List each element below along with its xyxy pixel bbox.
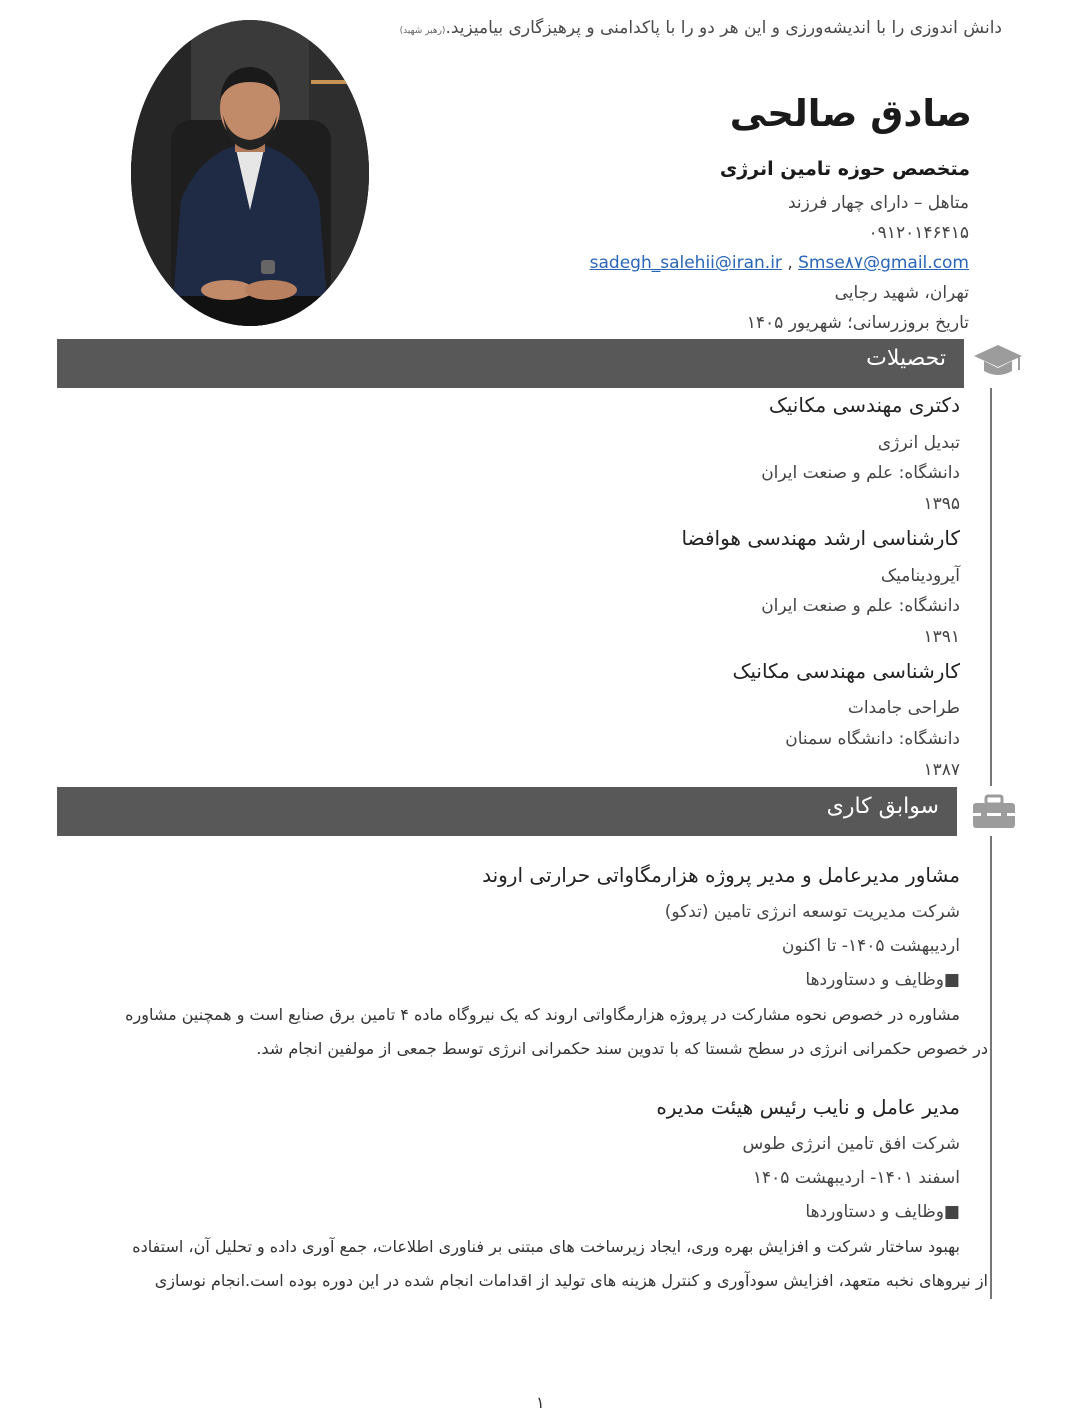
marital-status: متاهل – دارای چهار فرزند [787,193,969,213]
education-heading: تحصیلات [866,346,946,371]
address: تهران، شهید رجایی [834,283,969,303]
degree-university: دانشگاه: دانشگاه سمنان [785,729,960,749]
header-quote [400,18,1002,38]
job-description-line: در خصوص حکمرانی انرژی در سطح شستا که با تدوین سند حکمرانی انرژی توسط جمعی از مولفین انجام شد. [256,1039,988,1058]
education-heading-band [57,339,964,388]
degree-year: ۱۳۹۱ [923,627,960,647]
degree-title: کارشناسی مهندسی مکانیک [732,659,960,683]
job-company: شرکت مدیریت توسعه انرژی تامین (تدکو) [664,902,960,922]
job-description-line: مشاوره در خصوص نحوه مشارکت در پروژه هزارمگاواتی اروند که یک نیروگاه ماده ۴ تامین برق صنایع است و همچنین مشاوره [125,1005,960,1024]
quote-text: دانش اندوزی را با اندیشه‌ورزی و این هر دو را با پاکدامنی و پرهیزگاری بیامیزید. [445,18,1002,38]
duties-label: ■وظایف و دستاوردها [805,970,960,990]
email-link-secondary[interactable]: sadegh_salehii@iran.ir [589,253,782,273]
email-link-primary[interactable]: Smse۸۷@gmail.com [798,253,969,273]
education-timeline-line [990,388,992,786]
phone-number[interactable]: ۰۹۱۲۰۱۴۶۴۱۵ [868,223,969,243]
job-description-line: بهبود ساختار شرکت و افزایش بهره وری، ایجاد زیرساخت های مبتنی بر فناوری اطلاعات، جمع آوری داده و تحلیل آن، استفاده [132,1237,960,1256]
degree-year: ۱۳۹۵ [923,494,960,514]
job-title: متخصص حوزه تامین انرژی [719,158,970,180]
degree-field: طراحی جامدات [847,698,960,718]
job-position: مشاور مدیرعامل و مدیر پروژه هزارمگاواتی حرارتی اروند [482,863,960,887]
job-period: اردیبهشت ۱۴۰۵- تا اکنون [781,936,960,956]
experience-heading: سوابق کاری [826,794,939,819]
graduation-cap-icon [972,343,1024,385]
profile-photo [131,20,369,326]
update-date: تاریخ بروزرسانی؛ شهریور ۱۴۰۵ [746,313,969,333]
duties-label: ■وظایف و دستاوردها [805,1202,960,1222]
job-position: مدیر عامل و نایب رئیس هیئت مدیره [656,1095,960,1119]
email-line [590,253,969,273]
degree-title: دکتری مهندسی مکانیک [768,393,960,417]
experience-heading-band [57,787,957,836]
page-number: ۱ [536,1393,545,1412]
degree-university: دانشگاه: علم و صنعت ایران [761,596,960,616]
degree-university: دانشگاه: علم و صنعت ایران [761,463,960,483]
job-company: شرکت افق تامین انرژی طوس [742,1134,960,1154]
experience-timeline-line [990,836,992,1299]
person-name: صادق صالحی [729,92,972,135]
job-description-line: از نیروهای نخبه متعهد، افزایش سودآوری و کنترل هزینه های تولید از اقدامات انجام شده در این دوره بوده است.انجام نوسازی [154,1271,988,1290]
degree-title: کارشناسی ارشد مهندسی هوافضا [681,526,960,550]
briefcase-icon [971,794,1017,834]
email-separator: , [781,253,799,273]
job-period: اسفند ۱۴۰۱- اردیبهشت ۱۴۰۵ [752,1168,960,1188]
degree-field: آیرودینامیک [880,566,960,586]
quote-source: (رهبر شهید) [399,26,446,36]
degree-field: تبدیل انرژی [877,433,960,453]
degree-year: ۱۳۸۷ [923,760,960,780]
